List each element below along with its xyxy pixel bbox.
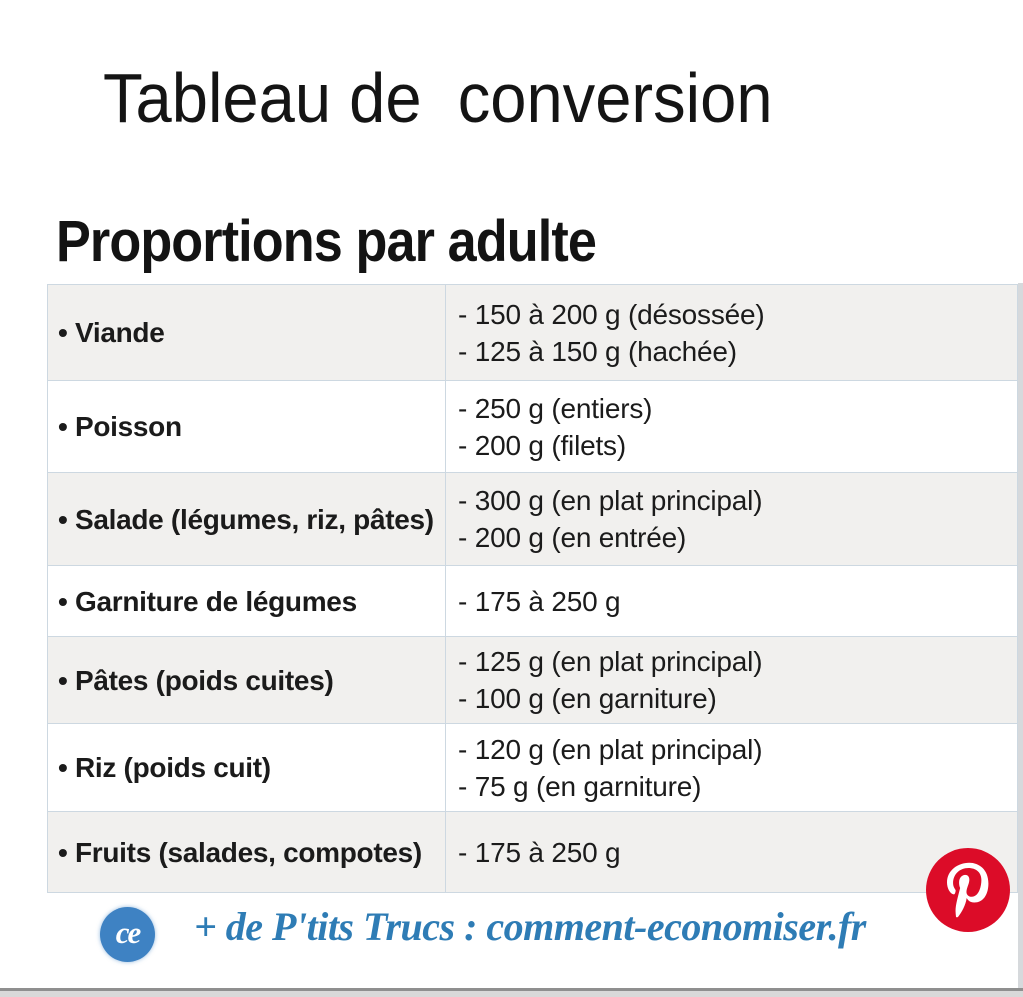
table-row — [48, 473, 1018, 566]
comment-economiser-logo — [100, 907, 155, 962]
table-row — [48, 285, 1018, 381]
quantity-line: - 250 g (entiers) — [458, 392, 653, 424]
screenshot-bottom-margin — [0, 991, 1023, 997]
ingredient-label: • Garniture de légumes — [48, 566, 446, 637]
quantity-line: - 125 g (en plat principal) — [458, 646, 763, 677]
quantity-line: - 300 g (en plat principal) — [458, 485, 763, 516]
table-row — [48, 637, 1018, 724]
quantity-values — [446, 724, 1018, 812]
quantity-values — [446, 285, 1018, 381]
pinterest-save-button[interactable] — [926, 848, 1010, 932]
ingredient-label: • Salade (légumes, riz, pâtes) — [48, 473, 446, 566]
screenshot-right-edge — [1018, 283, 1023, 997]
quantity-values — [446, 381, 1018, 473]
quantity-line: - 120 g (en plat principal) — [458, 733, 763, 765]
quantity-line: - 200 g (filets) — [458, 429, 626, 461]
quantity-values — [446, 473, 1018, 566]
table-row — [48, 724, 1018, 812]
quantity-values — [446, 566, 1018, 637]
ingredient-label: • Poisson — [48, 381, 446, 473]
ingredient-label: • Viande — [48, 285, 446, 381]
quantity-line: - 75 g (en garniture) — [458, 770, 702, 802]
page-title: Tableau de conversion — [103, 59, 773, 137]
pinterest-p-icon — [947, 862, 989, 918]
table-row — [48, 812, 1018, 893]
logo-letters: ce — [115, 915, 140, 950]
table-row — [48, 566, 1018, 637]
quantity-values — [446, 637, 1018, 724]
section-heading: Proportions par adulte — [56, 209, 596, 274]
ingredient-label: • Pâtes (poids cuites) — [48, 637, 446, 724]
quantity-line: - 200 g (en entrée) — [458, 522, 687, 553]
quantity-line: - 175 à 250 g — [458, 585, 621, 617]
ingredient-label: • Riz (poids cuit) — [48, 724, 446, 812]
proportions-table — [47, 284, 1018, 893]
quantity-line: - 175 à 250 g — [458, 836, 621, 868]
footer-promo-text: + de P'tits Trucs : comment-economiser.fr — [194, 904, 866, 949]
table-row — [48, 381, 1018, 473]
quantity-line: - 100 g (en garniture) — [458, 683, 717, 714]
quantity-line: - 150 à 200 g (désossée) — [458, 298, 765, 330]
ingredient-label: • Fruits (salades, compotes) — [48, 812, 446, 893]
quantity-line: - 125 à 150 g (hachée) — [458, 335, 737, 367]
footer — [0, 900, 1023, 980]
